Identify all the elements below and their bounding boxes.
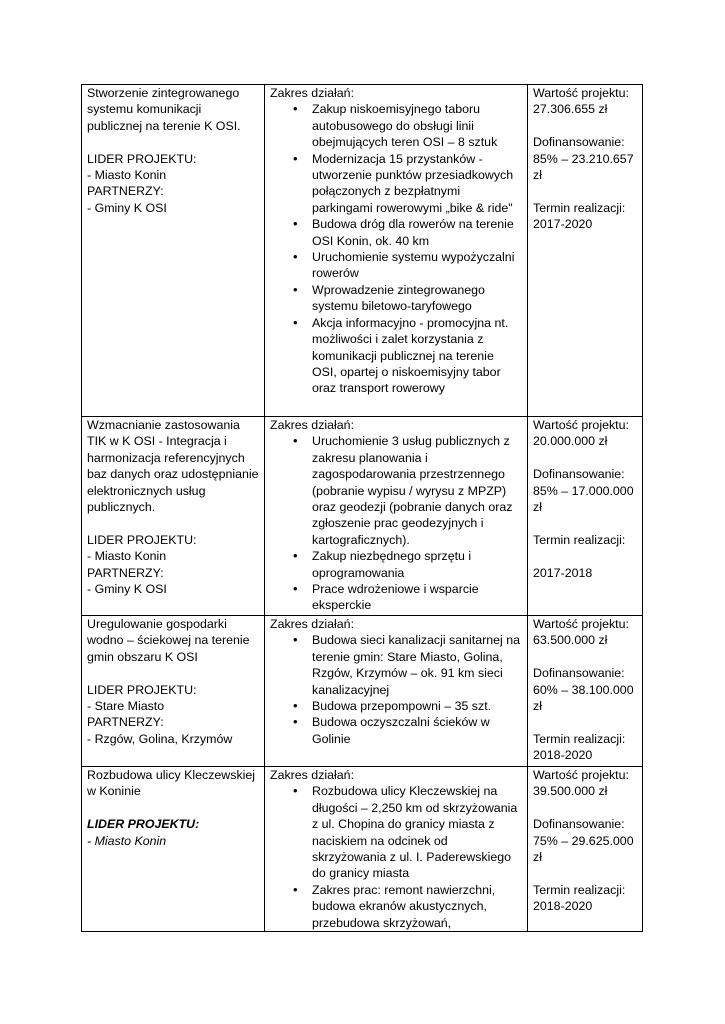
funding-label: Dofinansowanie:	[533, 135, 625, 150]
scope-label: Zakres działań:	[270, 86, 355, 100]
list-item: • Uruchomienie systemu wypożyczalni rowerów	[312, 249, 522, 282]
funding-label: Dofinansowanie:	[533, 817, 625, 832]
scope-list	[270, 632, 522, 747]
project-finance-cell	[528, 767, 643, 932]
partners-value: - Rzgów, Golina, Krzymów	[87, 731, 233, 746]
list-item: • Wprowadzenie zintegrowanego systemu biletowo-taryfowego	[312, 282, 522, 315]
project-finance-cell	[528, 417, 643, 616]
list-item: • Budowa sieci kanalizacji sanitarnej na terenie gmin: Stare Miasto, Golina, Rzgów, Krzymów – ok. 91 km sieci kanalizacyjnej	[312, 632, 522, 698]
value-label: Wartość projektu:	[533, 86, 629, 100]
partners-label: PARTNERZY:	[87, 715, 164, 730]
project-scope-cell	[265, 767, 528, 932]
funding-amount: 75% – 29.625.000 zł	[533, 833, 638, 865]
table-row	[82, 767, 643, 932]
leader-value: - Stare Miasto	[87, 699, 165, 714]
project-description-cell	[82, 85, 265, 417]
value-label: Wartość projektu:	[533, 418, 629, 432]
project-description-cell	[82, 417, 265, 616]
leader-value: - Miasto Konin	[87, 833, 167, 848]
leader-label: LIDER PROJEKTU:	[87, 817, 200, 832]
term-label: Termin realizacji:	[533, 200, 626, 215]
scope-label: Zakres działań:	[270, 768, 355, 782]
term-value: 2018-2020	[533, 748, 593, 763]
project-title: Stworzenie zintegrowanego systemu komunikacji publicznej na terenie K OSI.	[87, 86, 243, 133]
project-description-cell	[82, 767, 265, 932]
list-item: • Modernizacja 15 przystanków - utworzenie punktów przesiadkowych połączonych z bezpłatnymi parkingami rowerowymi „bike & ride"	[312, 151, 522, 217]
scope-list	[270, 783, 522, 931]
project-description-cell	[82, 616, 265, 767]
term-label: Termin realizacji:	[533, 532, 626, 547]
leader-label: LIDER PROJEKTU:	[87, 532, 197, 547]
value-label: Wartość projektu:	[533, 617, 629, 631]
partners-value: - Gminy K OSI	[87, 200, 167, 215]
project-scope-cell	[265, 417, 528, 616]
list-item: • Zakup niskoemisyjnego taboru autobusowego do obsługi linii obejmujących teren OSI – 8 sztuk	[312, 101, 522, 150]
partners-value: - Gminy K OSI	[87, 582, 167, 597]
term-value: 2017-2020	[533, 217, 593, 232]
table-row	[82, 417, 643, 616]
project-scope-cell	[265, 85, 528, 417]
term-value: 2018-2020	[533, 899, 593, 914]
list-item: • Budowa dróg dla rowerów na terenie OSI Konin, ok. 40 km	[312, 216, 522, 249]
table-row	[82, 85, 643, 417]
list-item: • Zakres prac: remont nawierzchni, budowa ekranów akustycznych, przebudowa skrzyżowań,	[312, 882, 522, 931]
funding-amount: 60% – 38.100.000 zł	[533, 682, 638, 714]
leader-value: - Miasto Konin	[87, 168, 167, 183]
funding-amount: 85% – 23.210.657 zł	[533, 151, 638, 183]
scope-list	[270, 101, 522, 396]
project-finance-cell	[528, 85, 643, 417]
partners-label: PARTNERZY:	[87, 565, 164, 580]
project-title: Wzmacnianie zastosowania TIK w K OSI - Integracja i harmonizacja referencyjnych baz danych oraz udostępnianie elektronicznych usług publicznych.	[87, 418, 262, 515]
leader-label: LIDER PROJEKTU:	[87, 151, 197, 166]
scope-list	[270, 433, 522, 613]
funding-label: Dofinansowanie:	[533, 467, 625, 482]
project-scope-cell	[265, 616, 528, 767]
list-item: • Prace wdrożeniowe i wsparcie eksperckie	[312, 581, 522, 614]
value-amount: 63.500.000 zł	[533, 633, 608, 648]
project-title: Rozbudowa ulicy Kleczewskiej w Koninie	[87, 768, 259, 799]
list-item: • Uruchomienie 3 usług publicznych z zakresu planowania i zagospodarowania przestrzennego (pobranie wypisu / wyrysu z MPZP) oraz geodezji (pobranie danych oraz zgłoszenie prac geodezyjnych i kartograficznych).	[312, 433, 522, 548]
projects-table	[81, 84, 643, 932]
funding-label: Dofinansowanie:	[533, 666, 625, 681]
scope-label: Zakres działań:	[270, 617, 355, 631]
list-item: • Budowa przepompowni – 35 szt.	[312, 698, 522, 714]
list-item: • Akcja informacyjno - promocyjna nt. możliwości i zalet korzystania z komunikacji publicznej na terenie OSI, opartej o niskoemisyjny tabor oraz transport rowerowy	[312, 315, 522, 397]
list-item: • Budowa oczyszczalni ścieków w Golinie	[312, 714, 522, 747]
table-row	[82, 616, 643, 767]
term-label: Termin realizacji:	[533, 882, 626, 897]
scope-label: Zakres działań:	[270, 418, 355, 432]
leader-label: LIDER PROJEKTU:	[87, 682, 197, 697]
value-label: Wartość projektu:	[533, 768, 629, 782]
project-title: Uregulowanie gospodarki wodno – ściekowej na terenie gmin obszaru K OSI	[87, 617, 254, 664]
value-amount: 27.306.655 zł	[533, 102, 608, 117]
term-label: Termin realizacji:	[533, 731, 626, 746]
list-item: • Zakup niezbędnego sprzętu i oprogramowania	[312, 548, 522, 581]
value-amount: 39.500.000 zł	[533, 784, 608, 799]
project-finance-cell	[528, 616, 643, 767]
term-value: 2017-2018	[533, 565, 593, 580]
value-amount: 20.000.000 zł	[533, 434, 608, 449]
partners-label: PARTNERZY:	[87, 184, 164, 199]
funding-amount: 85% – 17.000.000 zł	[533, 483, 638, 515]
list-item: • Rozbudowa ulicy Kleczewskiej na długości – 2,250 km od skrzyżowania z ul. Chopina do granicy miasta z naciskiem na odcinek od skrzyżowania z ul. I. Paderewskiego do granicy miasta	[312, 783, 522, 881]
leader-value: - Miasto Konin	[87, 549, 167, 564]
